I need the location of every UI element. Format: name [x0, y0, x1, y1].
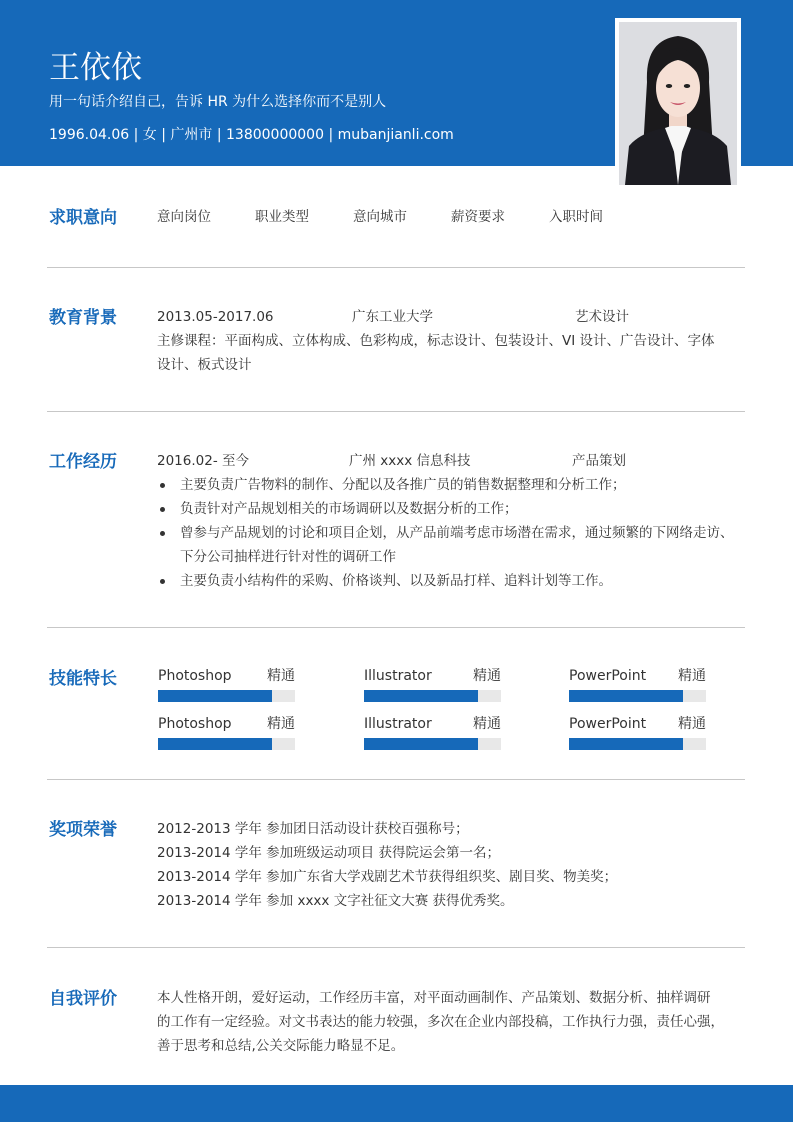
footer-banner [0, 1085, 793, 1122]
section-intention [47, 205, 745, 235]
section-title-work: 工作经历 [49, 452, 117, 472]
section-title-evaluation: 自我评价 [49, 989, 117, 1009]
candidate-tagline: 用一句话介绍自己，告诉 HR 为什么选择你而不是别人 [49, 94, 387, 110]
award-line: 2013-2014 学年 参加广东省大学戏剧艺术节获得组织奖、剧目奖、物美奖； [157, 869, 618, 885]
skill-name: Illustrator [364, 716, 432, 732]
section-work [47, 449, 745, 599]
skill-bar-track [158, 738, 295, 750]
award-line: 2013-2014 学年 参加班级运动项目 获得院运会第一名； [157, 845, 500, 861]
bullet-dot [160, 483, 165, 488]
skill-bar-fill [569, 690, 683, 702]
work-bullet-text: 下分公司抽样进行针对性的调研工作 [180, 549, 396, 565]
bullet-dot [160, 531, 165, 536]
education-major: 艺术设计 [575, 309, 629, 325]
skill-bar-fill [158, 690, 272, 702]
skill-level: 精通 [678, 716, 706, 732]
section-title-education: 教育背景 [49, 308, 117, 328]
skill-name: Photoshop [158, 668, 232, 684]
skill-bar-fill [364, 738, 478, 750]
award-line: 2012-2013 学年 参加团日活动设计获校百强称号； [157, 821, 469, 837]
divider [47, 411, 745, 412]
skill-name: Illustrator [364, 668, 432, 684]
section-title-awards: 奖项荣誉 [49, 820, 117, 840]
education-courses-line1: 主修课程：平面构成、立体构成、色彩构成，标志设计、包装设计、VI 设计、广告设计、字体 [157, 333, 715, 349]
bullet-dot [160, 579, 165, 584]
skill-name: PowerPoint [569, 668, 647, 684]
intention-city: 意向城市 [353, 209, 407, 225]
skill-level: 精通 [267, 716, 295, 732]
skill-level: 精通 [678, 668, 706, 684]
intention-start-date: 入职时间 [549, 209, 603, 225]
education-school: 广东工业大学 [352, 309, 433, 325]
section-title-intention: 求职意向 [49, 208, 117, 228]
evaluation-line: 本人性格开朗，爱好运动，工作经历丰富，对平面动画制作、产品策划、数据分析、抽样调研 [157, 990, 711, 1006]
section-title-skills: 技能特长 [49, 669, 117, 689]
evaluation-line: 善于思考和总结,公关交际能力略显不足。 [157, 1038, 405, 1054]
divider [47, 627, 745, 628]
intention-job-type: 职业类型 [255, 209, 309, 225]
education-period: 2013.05-2017.06 [157, 309, 274, 325]
candidate-name: 王依依 [49, 50, 142, 86]
intention-salary: 薪资要求 [451, 209, 505, 225]
skill-bar-fill [364, 690, 478, 702]
skill-level: 精通 [267, 668, 295, 684]
skill-name: PowerPoint [569, 716, 647, 732]
award-line: 2013-2014 学年 参加 xxxx 文字社征文大赛 获得优秀奖。 [157, 893, 514, 909]
divider [47, 267, 745, 268]
section-skills [47, 666, 745, 756]
skill-bar-track [364, 690, 501, 702]
work-bullet-text: 主要负责小结构件的采购、价格谈判、以及新品打样、追料计划等工作。 [180, 573, 612, 589]
work-bullet-text: 主要负责广告物料的制作、分配以及各推广员的销售数据整理和分析工作； [180, 477, 626, 493]
skill-name: Photoshop [158, 716, 232, 732]
skill-bar-fill [158, 738, 272, 750]
divider [47, 779, 745, 780]
section-evaluation [47, 986, 745, 1061]
skill-bar-track [364, 738, 501, 750]
skill-level: 精通 [473, 716, 501, 732]
divider [47, 947, 745, 948]
work-period: 2016.02- 至今 [157, 453, 249, 469]
skill-level: 精通 [473, 668, 501, 684]
education-courses-line2: 设计、板式设计 [157, 357, 252, 373]
intention-position: 意向岗位 [157, 209, 211, 225]
section-education [47, 305, 745, 380]
work-bullet-text: 曾参与产品规划的讨论和项目企划，从产品前端考虑市场潜在需求，通过频繁的下网络走访、 [180, 525, 734, 541]
evaluation-line: 的工作有一定经验。对文书表达的能力较强，多次在企业内部投稿，工作执行力强，责任心强， [157, 1014, 724, 1030]
work-company: 广州 xxxx 信息科技 [349, 453, 471, 469]
bullet-dot [160, 507, 165, 512]
section-awards [47, 817, 745, 917]
candidate-info: 1996.04.06 | 女 | 广州市 | 13800000000 | mubanjianli.com [49, 127, 454, 143]
work-position: 产品策划 [572, 453, 626, 469]
profile-photo-frame [615, 18, 741, 189]
skill-bar-fill [569, 738, 683, 750]
skill-bar-track [569, 738, 706, 750]
skill-bar-track [569, 690, 706, 702]
skill-bar-track [158, 690, 295, 702]
profile-photo [619, 22, 737, 185]
work-bullet-text: 负责针对产品规划相关的市场调研以及数据分析的工作； [180, 501, 518, 517]
